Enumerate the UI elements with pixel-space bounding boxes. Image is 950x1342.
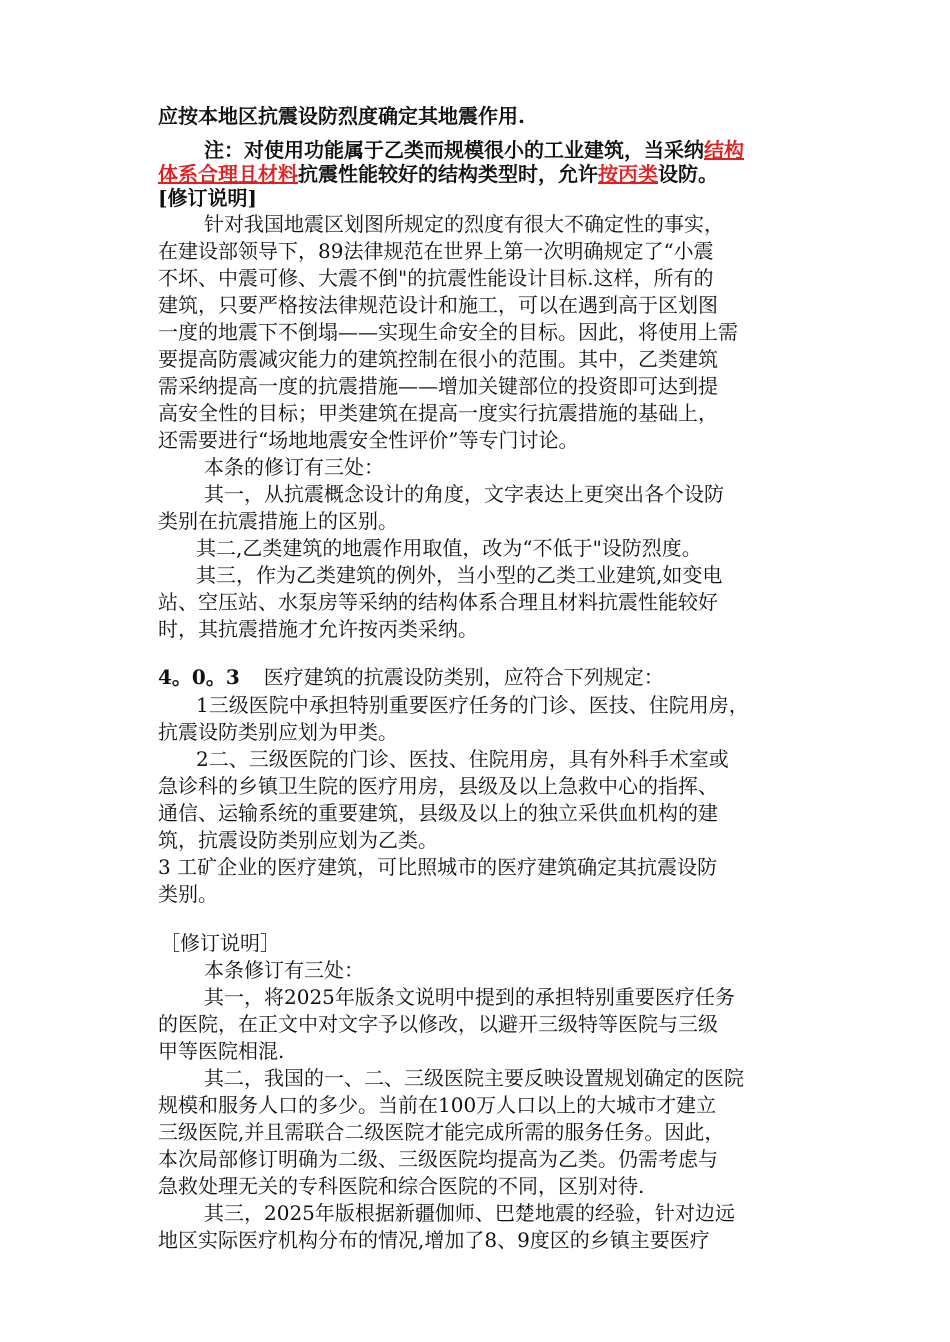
paragraph-line: 急诊科的乡镇卫生院的医疗用房，县级及以上急救中心的指挥、 <box>158 774 718 798</box>
paragraph-line: 甲等医院相混. <box>158 1039 285 1063</box>
paragraph-line: 类别。 <box>158 882 218 906</box>
paragraph-line: 针对我国地震区划图所规定的烈度有很大不确定性的事实， <box>204 212 724 236</box>
paragraph-line: 在建设部领导下，89法律规范在世界上第一次明确规定了“小震 <box>158 239 714 263</box>
paragraph-line: 需采纳提高一度的抗震措施——增加关键部位的投资即可达到提 <box>158 374 718 398</box>
paragraph-line: 本次局部修订明确为二级、三级医院均提高为乙类。仍需考虑与 <box>158 1147 718 1171</box>
paragraph-line: 急救处理无关的专科医院和综合医院的不同，区别对待. <box>158 1174 645 1198</box>
paragraph-line: 其三，作为乙类建筑的例外，当小型的乙类工业建筑,如变电 <box>196 563 723 587</box>
paragraph-line: 要提高防震减灾能力的建筑控制在很小的范围。其中，乙类建筑 <box>158 347 718 371</box>
paragraph-line: 还需要进行“场地地震安全性评价”等专门讨论。 <box>158 428 579 452</box>
paragraph-line: 筑，抗震设防类别应划为乙类。 <box>158 828 438 852</box>
paragraph-line: 高安全性的目标；甲类建筑在提高一度实行抗震措施的基础上， <box>158 401 718 425</box>
paragraph-line: 一度的地震下不倒塌——实现生命安全的目标。因此，将使用上需 <box>158 320 738 344</box>
note-text: 抗震性能较好的结构类型时，允许 <box>298 162 598 186</box>
paragraph-line: 其一，将2025年版条文说明中提到的承担特别重要医疗任务 <box>204 985 735 1009</box>
highlight-text: 结构 <box>704 138 744 162</box>
paragraph-line: 建筑，只要严格按法律规范设计和施工，可以在遇到高于区划图 <box>158 293 718 317</box>
highlight-text: 按丙类 <box>598 162 658 186</box>
paragraph-line: 抗震设防类别应划为甲类。 <box>158 720 398 744</box>
paragraph-line: 其一，从抗震概念设计的角度，文字表达上更突出各个设防 <box>204 482 724 506</box>
paragraph-line: 站、空压站、水泵房等采纳的结构体系合理且材料抗震性能较好 <box>158 590 718 614</box>
paragraph-line: 3 工矿企业的医疗建筑，可比照城市的医疗建筑确定其抗震设防 <box>158 855 718 879</box>
paragraph-line: 本条修订有三处： <box>204 958 364 982</box>
paragraph-line: 其三，2025年版根据新疆伽师、巴楚地震的经验，针对边远 <box>204 1201 735 1225</box>
paragraph-line: 1三级医院中承担特别重要医疗任务的门诊、医技、住院用房， <box>196 693 749 717</box>
paragraph-line: 三级医院,并且需联合二级医院才能完成所需的服务任务。因此， <box>158 1120 725 1144</box>
section-heading: ［修订说明］ <box>160 931 280 955</box>
paragraph-line: 规模和服务人口的多少。当前在100万人口以上的大城市才建立 <box>158 1093 717 1117</box>
paragraph-line: 2二、三级医院的门诊、医技、住院用房，具有外科手术室或 <box>196 747 729 771</box>
paragraph-line: 应按本地区抗震设防烈度确定其地震作用. <box>158 104 525 128</box>
highlight-text: 体系合理且材料 <box>158 162 298 186</box>
paragraph-line: 时，其抗震措施才允许按丙类采纳。 <box>158 617 478 641</box>
clause-line <box>158 662 664 692</box>
paragraph-line: 其二,乙类建筑的地震作用取值，改为“不低于"设防烈度。 <box>196 536 702 560</box>
paragraph-line: 的医院，在正文中对文字予以修改，以避开三级特等医院与三级 <box>158 1012 718 1036</box>
clause-text: 医疗建筑的抗震设防类别，应符合下列规定： <box>263 665 664 689</box>
paragraph-line: 其二，我国的一、二、三级医院主要反映设置规划确定的医院 <box>204 1066 744 1090</box>
paragraph-line: 通信、运输系统的重要建筑，县级及以上的独立采供血机构的建 <box>158 801 718 825</box>
paragraph-line: 不坏、中震可修、大震不倒"的抗震性能设计目标.这样，所有的 <box>158 266 714 290</box>
paragraph-line: 类别在抗震措施上的区别。 <box>158 509 398 533</box>
clause-number: 4。0。3 <box>158 665 240 689</box>
note-text: 设防。 <box>658 162 718 186</box>
paragraph-line: 本条的修订有三处： <box>204 455 384 479</box>
note-text: 注：对使用功能属于乙类而规模很小的工业建筑，当采纳 <box>204 138 704 162</box>
paragraph-line: 地区实际医疗机构分布的情况,增加了8、9度区的乡镇主要医疗 <box>158 1228 710 1252</box>
section-heading: [修订说明] <box>158 186 257 210</box>
